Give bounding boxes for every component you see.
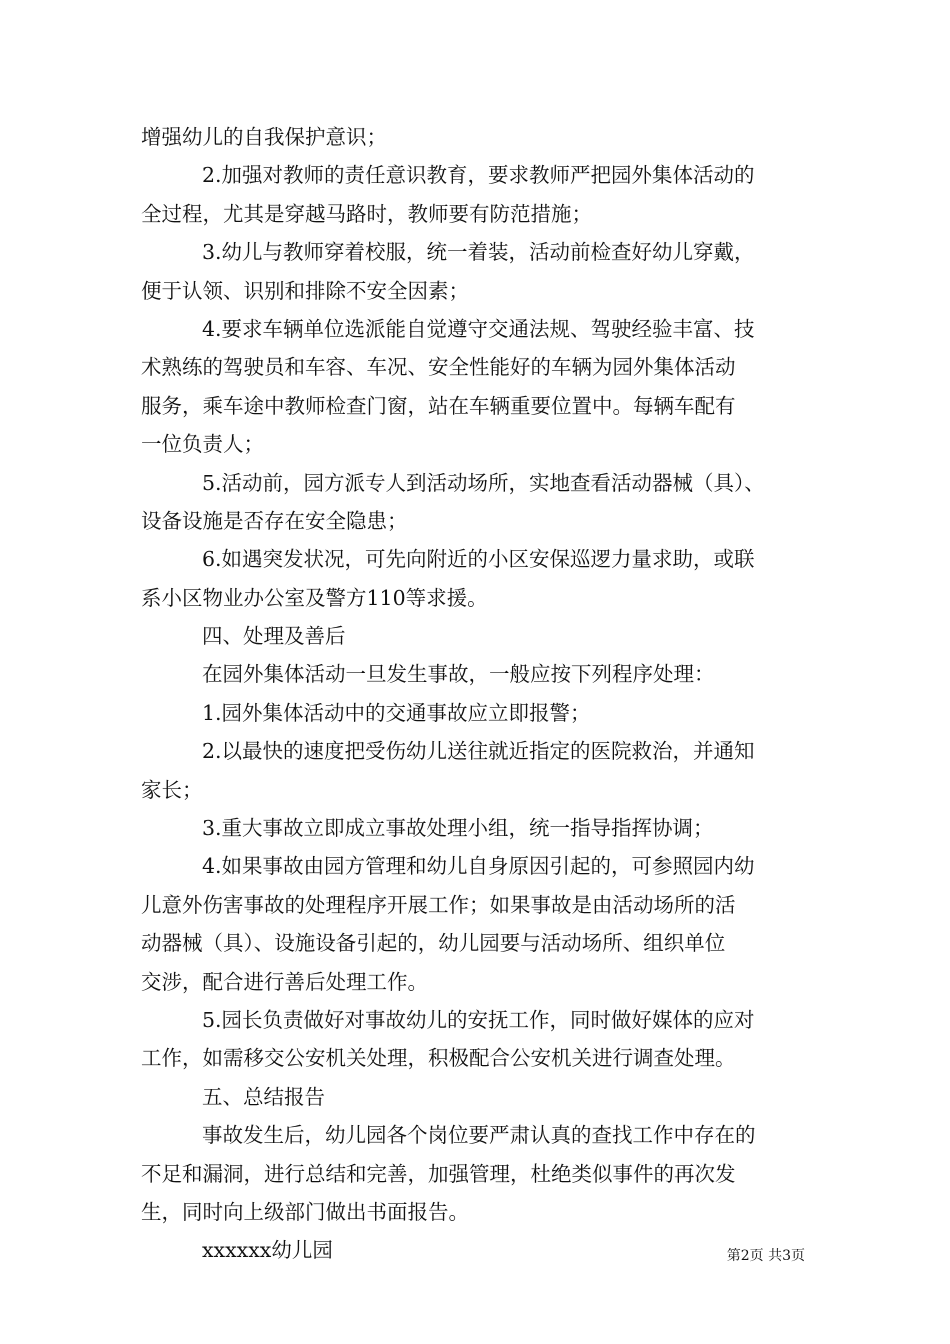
text-line: 工作，如需移交公安机关处理，积极配合公安机关进行调查处理。	[141, 1046, 736, 1071]
text-line: 服务，乘车途中教师检查门窗，站在车辆重要位置中。每辆车配有	[141, 393, 736, 418]
text-line: 动器械（具）、设施设备引起的，幼儿园要与活动场所、组织单位	[141, 931, 726, 956]
page-footer: 第2页 共3页	[726, 1248, 805, 1264]
text-line: 1.园外集体活动中的交通事故应立即报警；	[202, 700, 591, 725]
text-line: 家长；	[141, 777, 203, 802]
text-line: 在园外集体活动一旦发生事故，一般应按下列程序处理：	[202, 662, 715, 687]
text-line: 3.幼儿与教师穿着校服，统一着装，活动前检查好幼儿穿戴，	[202, 240, 755, 265]
text-line: 不足和漏洞，进行总结和完善，加强管理，杜绝类似事件的再次发	[141, 1161, 736, 1186]
text-line: 2.加强对教师的责任意识教育，要求教师严把园外集体活动的	[202, 163, 755, 188]
text-line: 4.要求车辆单位选派能自觉遵守交通法规、驾驶经验丰富、技	[202, 316, 755, 341]
text-line: 儿意外伤害事故的处理程序开展工作；如果事故是由活动场所的活	[141, 892, 736, 917]
text-line: 全过程，尤其是穿越马路时，教师要有防范措施；	[141, 201, 592, 226]
text-line: xxxxxx幼儿园	[202, 1238, 333, 1263]
text-line: 5.活动前，园方派专人到活动场所，实地查看活动器械（具）、	[202, 470, 765, 495]
text-line: 3.重大事故立即成立事故处理小组，统一指导指挥协调；	[202, 816, 714, 841]
text-line: 便于认领、识别和排除不安全因素；	[141, 278, 469, 303]
text-line: 四、处理及善后	[202, 624, 346, 649]
text-line: 4.如果事故由园方管理和幼儿自身原因引起的，可参照园内幼	[202, 854, 755, 879]
text-line: 5.园长负责做好对事故幼儿的安抚工作，同时做好媒体的应对	[202, 1007, 755, 1032]
text-line: 2.以最快的速度把受伤幼儿送往就近指定的医院救治，并通知	[202, 739, 755, 764]
text-line: 系小区物业办公室及警方110等求援。	[141, 585, 488, 610]
text-line: 6.如遇突发状况，可先向附近的小区安保巡逻力量求助，或联	[202, 547, 755, 572]
text-line: 事故发生后，幼儿园各个岗位要严肃认真的查找工作中存在的	[202, 1123, 756, 1148]
text-line: 一位负责人；	[141, 432, 264, 457]
document-body	[141, 118, 821, 1270]
text-line: 五、总结报告	[202, 1084, 325, 1109]
text-line: 生，同时向上级部门做出书面报告。	[141, 1199, 469, 1224]
text-line: 交涉，配合进行善后处理工作。	[141, 969, 428, 994]
text-line: 设备设施是否存在安全隐患；	[141, 508, 408, 533]
text-line: 术熟练的驾驶员和车容、车况、安全性能好的车辆为园外集体活动	[141, 355, 736, 380]
text-line: 增强幼儿的自我保护意识；	[141, 125, 387, 149]
